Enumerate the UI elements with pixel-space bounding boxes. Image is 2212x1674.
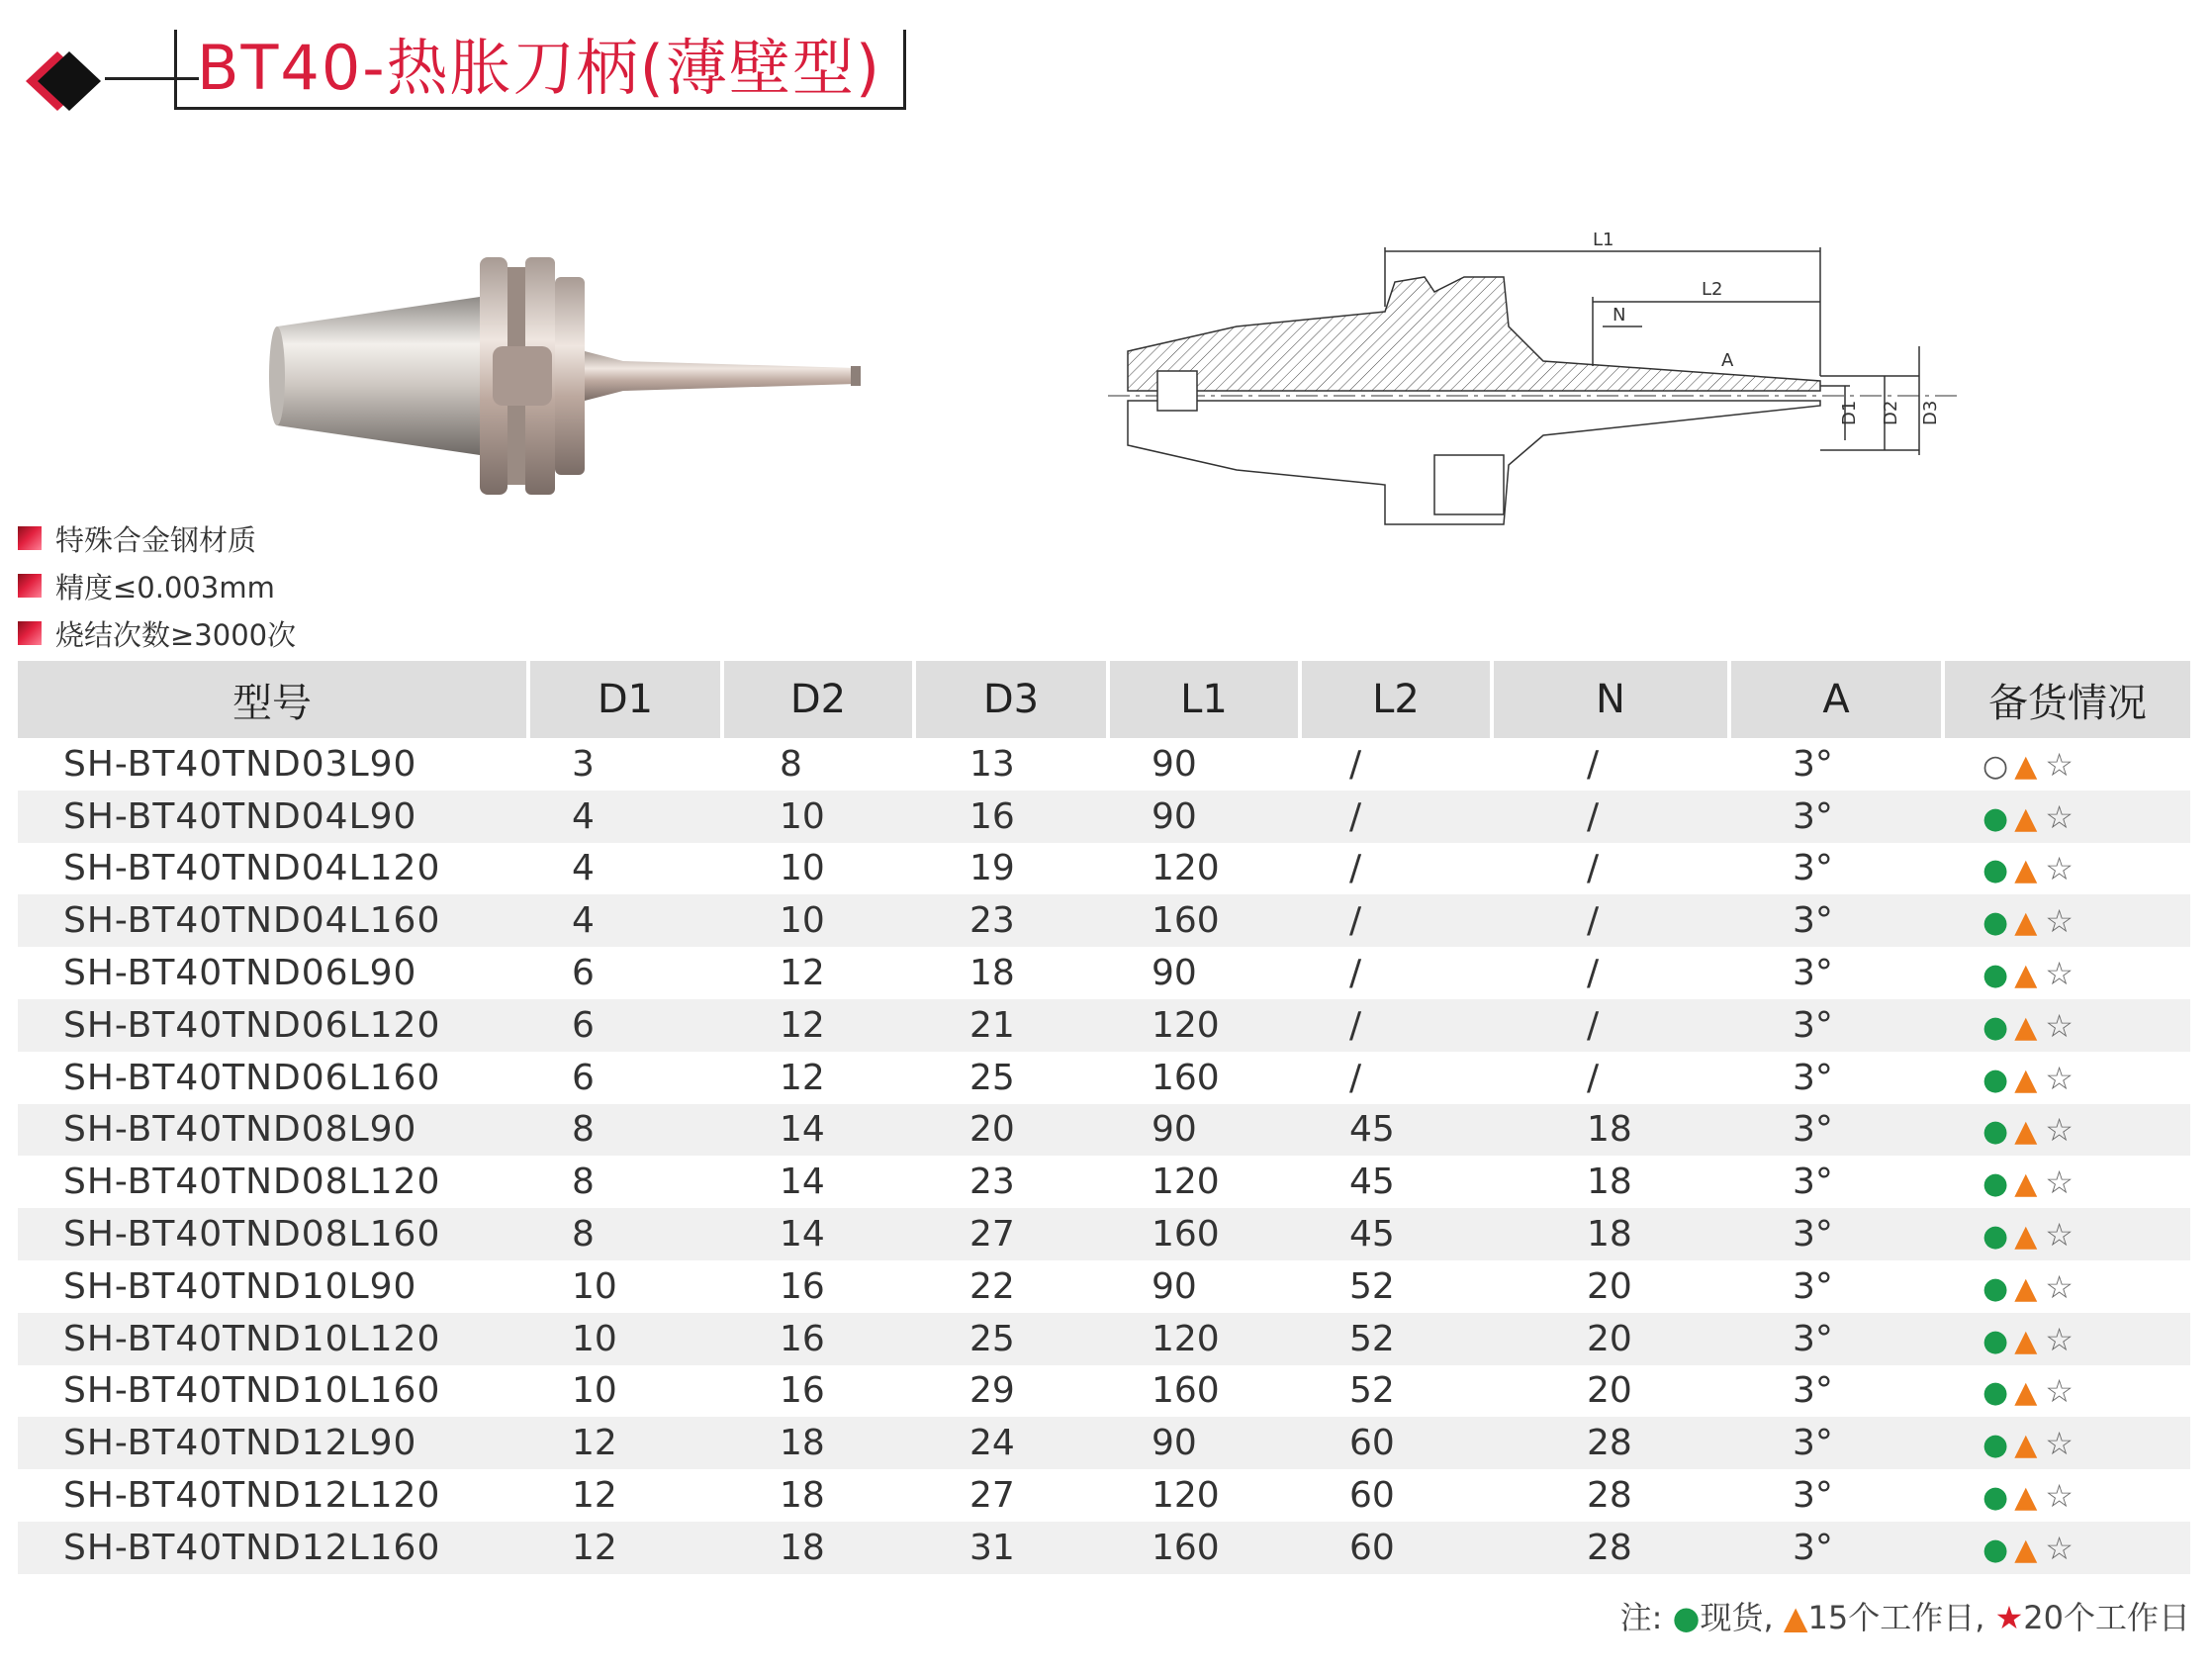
table-row [18,1365,2190,1418]
in-stock-dot-icon: ● [1982,905,2009,941]
table-row [18,843,2190,895]
col-header-d1: D1 [528,661,722,738]
cell-stock [1943,1365,2190,1418]
cell-d3: 23 [914,894,1108,947]
cell-stock [1943,1104,2190,1157]
cell-a: 3° [1729,1313,1943,1365]
cell-d1: 10 [572,1370,617,1412]
cell-stock [1943,1208,2190,1260]
table-row [18,1469,2190,1522]
cell-d2: 14 [722,1208,914,1260]
col-header-n: N [1492,661,1729,738]
cell-a: 3° [1793,743,1833,785]
cell-l1: 90 [1108,1104,1300,1157]
cell-a: 3° [1729,790,1943,843]
table-row [18,1104,2190,1157]
cell-d2: 18 [722,1417,914,1469]
cell-model: SH-BT40TND08L160 [18,1208,528,1260]
cell-d3: 13 [969,743,1015,785]
cell-d1: 12 [528,1417,722,1469]
cell-d3: 27 [969,1475,1015,1517]
cell-l2: 60 [1300,1417,1492,1469]
triangle-icon: ▲ [2014,1166,2038,1202]
table-row [18,738,2190,790]
page-title: BT40-热胀刀柄(薄壁型) [197,32,882,104]
triangle-icon: ▲ [2014,1270,2038,1306]
cell-stock [1943,738,2190,790]
in-stock-dot-icon: ● [1982,958,2009,993]
note-15-days: 15个工作日, [1807,1599,1985,1636]
cell-model: SH-BT40TND12L90 [18,1417,528,1469]
cell-d2: 18 [780,1475,825,1517]
in-stock-dot-icon: ● [1982,1009,2009,1045]
cell-d2: 10 [722,894,914,947]
cell-stock [1943,894,2190,947]
star-outline-icon: ☆ [2045,1111,2074,1150]
cell-l2: 52 [1300,1313,1492,1365]
col-header-a: A [1729,661,1943,738]
cell-n: / [1587,953,1600,994]
cell-d2: 8 [780,743,802,785]
cell-stock [1943,1417,2190,1469]
star-outline-icon: ☆ [2045,1320,2074,1358]
cell-l2: 60 [1300,1522,1492,1574]
star-outline-icon: ☆ [2045,1059,2074,1097]
triangle-icon: ▲ [2014,1009,2038,1045]
cell-d2: 14 [722,1104,914,1157]
cell-l2: 45 [1300,1104,1492,1157]
table-row [18,1260,2190,1313]
cell-a: 3° [1729,1522,1943,1574]
note-prefix: 注: [1619,1599,1663,1636]
triangle-icon: ▲ [2014,1062,2038,1097]
cell-d1: 6 [572,1057,595,1098]
feature-item [18,609,296,657]
feature-item [18,562,296,609]
star-outline-icon: ☆ [2045,1163,2074,1202]
cell-stock [1943,790,2190,843]
in-stock-dot-icon: ● [1672,1599,1701,1636]
cell-l2: 45 [1300,1208,1492,1260]
cell-l2: / [1349,1057,1362,1098]
in-stock-dot-icon: ● [1982,1428,2009,1463]
triangle-icon: ▲ [2014,748,2038,784]
table-row [18,1156,2190,1208]
in-stock-dot-icon: ● [1982,1219,2009,1255]
cell-model: SH-BT40TND10L160 [63,1370,441,1412]
table-row [18,1417,2190,1469]
triangle-icon: ▲ [2014,905,2038,941]
cell-n: 18 [1492,1208,1729,1260]
drawing-label-d2: D2 [1881,400,1901,425]
cell-d3: 24 [914,1417,1108,1469]
drawing-label-a: A [1721,350,1734,371]
drawing-label-n: N [1613,305,1626,326]
cell-d3: 16 [914,790,1108,843]
star-outline-icon: ☆ [2045,797,2074,836]
table-row [18,999,2190,1052]
cell-d1: 6 [528,999,722,1052]
cell-d1: 4 [572,848,595,889]
cell-d3: 22 [969,1265,1015,1307]
cell-l2: / [1300,790,1492,843]
feature-text: 特殊合金钢材质 [55,522,257,557]
triangle-icon: ▲ [2014,1532,2038,1567]
cell-model: SH-BT40TND08L90 [18,1104,528,1157]
in-stock-dot-icon: ● [1982,1114,2009,1150]
cell-d1: 8 [528,1104,722,1157]
table-row [18,790,2190,843]
cell-model: SH-BT40TND12L160 [18,1522,528,1574]
cell-l2: / [1349,743,1362,785]
cell-n: 20 [1587,1370,1632,1412]
feature-item [18,514,296,562]
cell-d2: 12 [780,1057,825,1098]
cell-a: 3° [1793,953,1833,994]
triangle-icon: ▲ [2014,1375,2038,1411]
cell-stock [1943,1469,2190,1522]
cell-d3: 21 [914,999,1108,1052]
cell-stock [1943,1313,2190,1365]
cell-a: 3° [1729,1104,1943,1157]
cell-model: SH-BT40TND08L120 [63,1162,441,1203]
cell-stock [1943,843,2190,895]
star-outline-icon: ☆ [2045,1006,2074,1045]
star-outline-icon: ☆ [2045,1425,2074,1463]
triangle-icon: ▲ [2014,1480,2038,1516]
product-photo [257,237,890,514]
cell-l1: 160 [1108,1208,1300,1260]
cell-l1: 160 [1108,1522,1300,1574]
cell-l1: 90 [1108,790,1300,843]
cell-d2: 10 [780,848,825,889]
cell-model: SH-BT40TND06L90 [63,953,417,994]
cell-n: 28 [1492,1417,1729,1469]
cell-model: SH-BT40TND06L120 [18,999,528,1052]
drawing-label-d3: D3 [1920,400,1941,425]
cell-n: / [1492,999,1729,1052]
cell-n: 18 [1492,1104,1729,1157]
cell-n: / [1492,894,1729,947]
in-stock-dot-icon: ● [1982,853,2009,888]
feature-text: 烧结次数≥3000次 [55,617,297,652]
cell-d3: 19 [969,848,1015,889]
cell-l2: / [1300,999,1492,1052]
cell-a: 3° [1793,1370,1833,1412]
triangle-icon: ▲ [2014,1323,2038,1358]
cell-a: 3° [1729,894,1943,947]
cell-n: / [1587,743,1600,785]
cell-l2: / [1349,953,1362,994]
cell-n: / [1492,790,1729,843]
cell-d3: 25 [914,1313,1108,1365]
triangle-icon: ▲ [2014,958,2038,993]
cell-l1: 160 [1152,1370,1220,1412]
cell-stock [1943,947,2190,999]
table-header-row [18,661,2190,738]
cell-model: SH-BT40TND10L90 [63,1265,417,1307]
cell-d2: 16 [722,1313,914,1365]
cell-d3: 29 [969,1370,1015,1412]
triangle-icon: ▲ [2014,1428,2038,1463]
cell-a: 3° [1729,999,1943,1052]
cell-d1: 10 [528,1313,722,1365]
cell-a: 3° [1793,848,1833,889]
cell-a: 3° [1793,1475,1833,1517]
col-header-l2: L2 [1300,661,1492,738]
cell-n: 28 [1587,1475,1632,1517]
triangle-icon: ▲ [2014,1219,2038,1255]
cell-l1: 160 [1152,1057,1220,1098]
cell-stock [1943,1052,2190,1104]
cell-model: SH-BT40TND12L120 [63,1475,441,1517]
cell-d1: 12 [528,1522,722,1574]
drawing-label-l2: L2 [1702,279,1723,300]
in-stock-dot-icon: ● [1982,1532,2009,1567]
triangle-icon: ▲ [2014,800,2038,836]
star-outline-icon: ☆ [2045,902,2074,941]
cell-d3: 27 [914,1208,1108,1260]
triangle-icon: ▲ [1783,1599,1808,1636]
spec-table-wrapper [18,661,2190,1574]
cell-model: SH-BT40TND04L90 [18,790,528,843]
col-header-d2: D2 [722,661,914,738]
cell-d2: 12 [780,953,825,994]
cell-l1: 120 [1152,1475,1220,1517]
stock-legend-note [1620,1593,2190,1638]
cell-l2: 45 [1349,1162,1395,1203]
cell-a: 3° [1729,1208,1943,1260]
triangle-icon: ▲ [2014,853,2038,888]
cell-n: / [1587,1057,1600,1098]
col-header-stock: 备货情况 [1943,661,2190,738]
cell-n: 28 [1492,1522,1729,1574]
star-outline-icon: ☆ [2045,1372,2074,1411]
cell-d1: 12 [572,1475,617,1517]
cell-a: 3° [1729,1417,1943,1469]
title-frame [174,30,906,110]
spec-table [18,661,2190,1574]
cell-model: SH-BT40TND06L160 [63,1057,441,1098]
cell-d3: 18 [969,953,1015,994]
cell-d2: 16 [780,1370,825,1412]
cell-l1: 160 [1108,894,1300,947]
cell-l1: 120 [1152,1162,1220,1203]
cell-d2: 12 [722,999,914,1052]
col-header-d3: D3 [914,661,1108,738]
in-stock-dot-icon: ● [1982,1375,2009,1411]
star-outline-icon: ☆ [2045,850,2074,888]
cell-stock [1943,1522,2190,1574]
cell-n: 18 [1587,1162,1632,1203]
cell-d1: 8 [572,1162,595,1203]
table-body [18,738,2190,1574]
cell-l1: 90 [1152,743,1197,785]
cell-n: 20 [1587,1265,1632,1307]
note-20-days: 20个工作日 [2023,1599,2190,1636]
cell-d1: 3 [572,743,595,785]
cell-a: 3° [1793,1162,1833,1203]
cell-l2: 52 [1349,1265,1395,1307]
col-header-model: 型号 [18,661,528,738]
cell-d1: 8 [528,1208,722,1260]
cell-model: SH-BT40TND03L90 [63,743,417,785]
technical-drawing [1108,218,1979,544]
cell-l2: 60 [1349,1475,1395,1517]
cell-l2: / [1349,848,1362,889]
square-bullet-icon [18,574,42,598]
triangle-icon: ▲ [2014,1114,2038,1150]
star-icon: ★ [1994,1599,2024,1636]
cell-n: 20 [1492,1313,1729,1365]
cell-d2: 16 [780,1265,825,1307]
page-header [18,30,908,129]
star-outline-icon: ☆ [2045,1216,2074,1255]
star-outline-icon: ☆ [2045,745,2074,784]
in-stock-dot-icon: ● [1982,1270,2009,1306]
note-in-stock: 现货, [1700,1599,1774,1636]
cell-a: 3° [1793,1265,1833,1307]
in-stock-dot-icon: ● [1982,1166,2009,1202]
square-bullet-icon [18,526,42,550]
star-outline-icon: ☆ [2045,1267,2074,1306]
in-stock-dot-icon: ● [1982,1062,2009,1097]
cell-stock [1943,1156,2190,1208]
cell-d2: 18 [722,1522,914,1574]
cell-d3: 23 [969,1162,1015,1203]
cell-model: SH-BT40TND10L120 [18,1313,528,1365]
cell-d1: 10 [572,1265,617,1307]
cell-model: SH-BT40TND04L120 [63,848,441,889]
feature-text: 精度≤0.003mm [55,570,275,604]
in-stock-dot-icon: ● [1982,1480,2009,1516]
drawing-label-l1: L1 [1593,230,1614,250]
cell-l1: 90 [1152,953,1197,994]
cell-d1: 4 [528,790,722,843]
star-outline-icon: ☆ [2045,955,2074,993]
cell-l1: 120 [1108,999,1300,1052]
cell-d1: 4 [528,894,722,947]
cell-l2: 52 [1349,1370,1395,1412]
cell-d3: 31 [914,1522,1108,1574]
cell-stock [1943,1260,2190,1313]
table-row [18,1208,2190,1260]
col-header-l1: L1 [1108,661,1300,738]
cell-l2: / [1300,894,1492,947]
cell-l1: 120 [1108,1313,1300,1365]
diamond-icon [18,42,127,121]
star-outline-icon: ☆ [2045,1529,2074,1567]
feature-list [18,514,296,657]
cell-n: / [1587,848,1600,889]
star-outline-icon: ☆ [2045,1477,2074,1516]
cell-a: 3° [1793,1057,1833,1098]
table-row [18,1522,2190,1574]
cell-d1: 6 [572,953,595,994]
square-bullet-icon [18,621,42,645]
cell-l1: 90 [1108,1417,1300,1469]
in-stock-dot-icon: ● [1982,800,2009,836]
cell-model: SH-BT40TND04L160 [18,894,528,947]
cell-d3: 25 [969,1057,1015,1098]
cell-l1: 90 [1152,1265,1197,1307]
drawing-label-d1: D1 [1839,400,1860,425]
cell-l1: 120 [1152,848,1220,889]
open-circle-icon: ○ [1982,748,2009,784]
cell-stock [1943,999,2190,1052]
table-row [18,894,2190,947]
table-row [18,947,2190,999]
cell-d2: 14 [780,1162,825,1203]
table-row [18,1313,2190,1365]
cell-d2: 10 [722,790,914,843]
cell-d3: 20 [914,1104,1108,1157]
table-row [18,1052,2190,1104]
in-stock-dot-icon: ● [1982,1323,2009,1358]
